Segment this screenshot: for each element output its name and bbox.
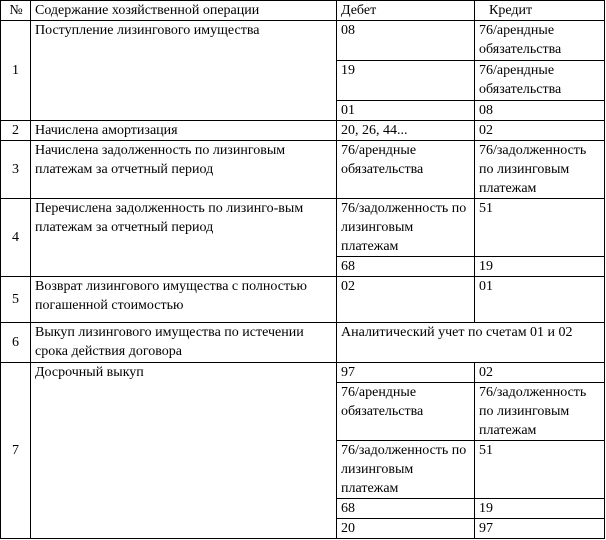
credit-cell: 19 [475, 499, 605, 519]
table-row [1, 323, 605, 363]
credit-cell: 02 [475, 121, 605, 141]
debit-cell: 76/арендные обязательства [337, 383, 475, 441]
row-number: 1 [1, 21, 31, 121]
debit-cell: 68 [337, 499, 475, 519]
row-number: 5 [1, 277, 31, 323]
credit-cell: 76/задолженность по лизинговым платежам [475, 383, 605, 441]
credit-cell: 97 [475, 519, 605, 539]
table-row [1, 199, 605, 257]
table-row [1, 363, 605, 383]
row-number: 4 [1, 199, 31, 277]
row-number: 3 [1, 141, 31, 199]
credit-cell: 51 [475, 441, 605, 499]
credit-cell: 76/арендные обязательства [475, 61, 605, 101]
debit-cell: 76/задолженность по лизинговым платежам [337, 199, 475, 257]
row-number: 7 [1, 363, 31, 539]
analytics-note-cell: Аналитический учет по счетам 01 и 02 [337, 323, 605, 363]
header-num: № [1, 1, 31, 21]
debit-cell: 19 [337, 61, 475, 101]
credit-cell: 19 [475, 257, 605, 277]
debit-cell: 01 [337, 101, 475, 121]
credit-cell: 08 [475, 101, 605, 121]
debit-cell: 20 [337, 519, 475, 539]
operation-cell: Поступление лизингового имущества [31, 21, 337, 121]
operation-cell: Досрочный выкуп [31, 363, 337, 539]
debit-cell: 08 [337, 21, 475, 61]
operation-cell: Начислена задолженность по лизинговым платежам за отчетный период [31, 141, 337, 199]
debit-cell: 76/арендные обязательства [337, 141, 475, 199]
operation-cell: Начислена амортизация [31, 121, 337, 141]
operation-cell: Возврат лизингового имущества с полностью погашенной стоимостью [31, 277, 337, 323]
row-number: 2 [1, 121, 31, 141]
credit-cell: 51 [475, 199, 605, 257]
debit-cell: 20, 26, 44... [337, 121, 475, 141]
operation-cell: Выкуп лизингового имущества по истечении срока действия договора [31, 323, 337, 363]
table-row [1, 121, 605, 141]
debit-cell: 68 [337, 257, 475, 277]
debit-cell: 02 [337, 277, 475, 323]
header-credit: Кредит [475, 1, 605, 21]
header-debit: Дебет [337, 1, 475, 21]
debit-cell: 97 [337, 363, 475, 383]
debit-cell: 76/задолженность по лизинговым платежам [337, 441, 475, 499]
row-number: 6 [1, 323, 31, 363]
table-row [1, 277, 605, 323]
header-operation: Содержание хозяйственной операции [31, 1, 337, 21]
credit-cell: 76/задолженность по лизинговым платежам [475, 141, 605, 199]
operation-cell: Перечислена задолженность по лизинго-вым платежам за отчетный период [31, 199, 337, 277]
table-row [1, 141, 605, 199]
header-row [1, 1, 605, 21]
credit-cell: 02 [475, 363, 605, 383]
credit-cell: 01 [475, 277, 605, 323]
credit-cell: 76/арендные обязательства [475, 21, 605, 61]
table-row [1, 21, 605, 61]
